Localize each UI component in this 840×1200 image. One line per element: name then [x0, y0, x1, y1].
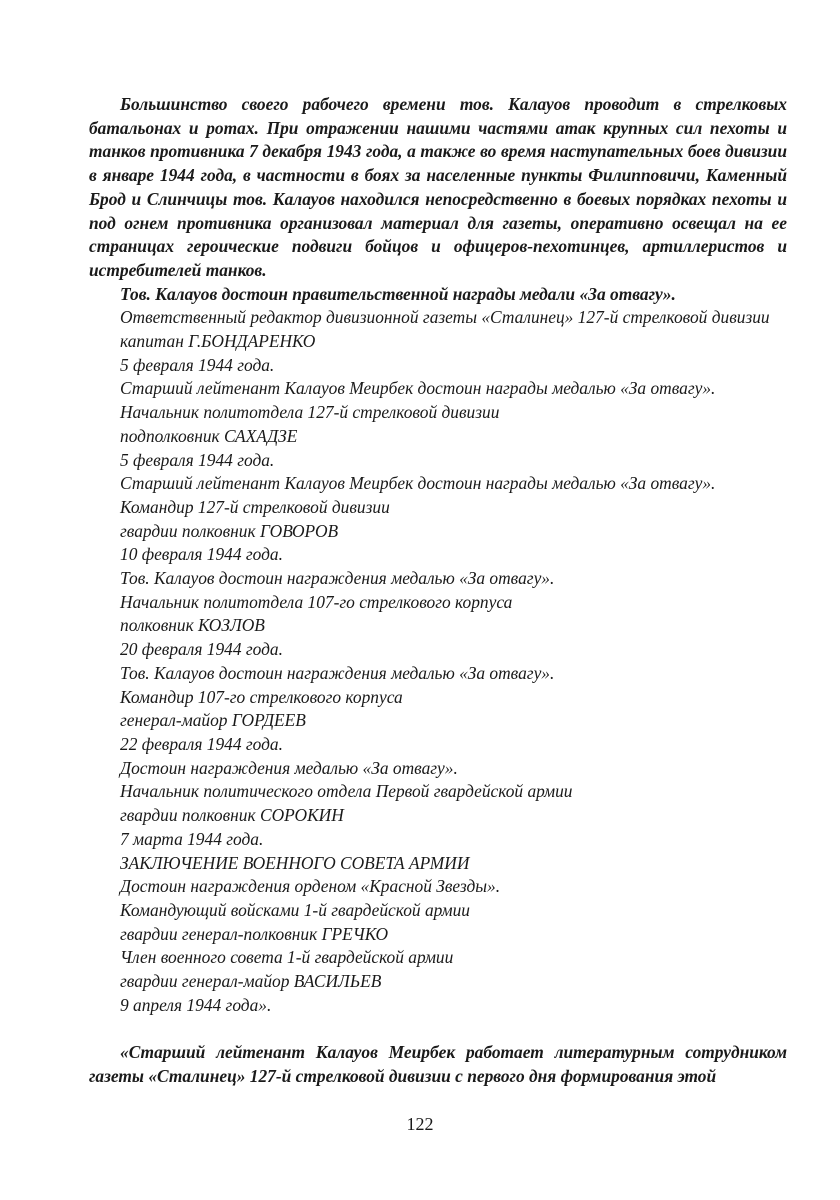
endorsement-line: гвардии генерал-полковник ГРЕЧКО [120, 923, 388, 944]
endorsement-line: 5 февраля 1944 года. [120, 449, 275, 470]
endorsement-line: 22 февраля 1944 года. [120, 733, 283, 754]
endorsement-line: Командир 107-го стрелкового корпуса [120, 686, 403, 707]
endorsement-line: генерал-майор ГОРДЕЕВ [120, 710, 306, 731]
endorsement-line: Старший лейтенант Калауов Меирбек достоин награды медалью «За отвагу». [120, 378, 716, 399]
endorsement-line: 20 февраля 1944 года. [120, 639, 283, 660]
endorsement-line: Достоин награждения медалью «За отвагу». [120, 757, 458, 778]
endorsement-line: Начальник политотдела 127-й стрелковой дивизии [120, 402, 500, 423]
endorsement-line: ЗАКЛЮЧЕНИЕ ВОЕННОГО СОВЕТА АРМИИ [120, 852, 470, 873]
endorsement-line: подполковник САХАДЗЕ [120, 425, 298, 446]
endorsement-line: 5 февраля 1944 года. [120, 354, 275, 375]
paragraph-spacer [89, 1017, 787, 1041]
endorsement-line: Начальник политического отдела Первой гвардейской армии [120, 781, 573, 802]
endorsement-line: гвардии генерал-майор ВАСИЛЬЕВ [120, 971, 382, 992]
endorsement-line: Старший лейтенант Калауов Меирбек достоин награды медалью «За отвагу». [120, 473, 716, 494]
editor-title: Ответственный редактор дивизионной газеты «Сталинец» 127-й стрелковой дивизии [120, 307, 770, 328]
endorsement-line: гвардии полковник ГОВОРОВ [120, 520, 339, 541]
endorsement-line: 10 февраля 1944 года. [120, 544, 283, 565]
endorsement-line: Начальник политотдела 107-го стрелкового корпуса [120, 591, 513, 612]
page-number: 122 [406, 1114, 434, 1134]
paragraph-service-description: Большинство своего рабочего времени тов. Калауов проводит в стрелковых батальонах и ротах. При отражении нашими частями атак крупных сил пехоты и танков противника 7 декабря 1943 года, а также во время наступательных боев дивизии в январе 1944 года, в частности в боях за населенные пункты Филипповичи, Каменный Брод и Слинчицы тов. Калауов находился непосредственно в боевых порядках пехоты и под огнем противника организовал материал для газеты, оперативно освещал на ее страницах героические подвиги бойцов и офицеров-пехотинцев, артиллеристов и истребителей танков. [89, 94, 787, 280]
endorsements-list [89, 330, 787, 1017]
award-recommendation: Тов. Калауов достоин правительственной награды медали «За отвагу». [120, 283, 676, 304]
endorsement-line: Достоин награждения орденом «Красной Звезды». [120, 876, 501, 897]
endorsement-line: капитан Г.БОНДАРЕНКО [120, 331, 316, 352]
paragraph-second-quote: «Старший лейтенант Калауов Меирбек работает литературным сотрудником газеты «Сталинец» 127-й стрелковой дивизии с первого дня формирования этой [89, 1042, 787, 1086]
endorsement-line: Член военного совета 1-й гвардейской армии [120, 947, 454, 968]
page-text [89, 93, 787, 1089]
endorsement-line: 7 марта 1944 года. [120, 828, 264, 849]
endorsement-line: Командир 127-й стрелковой дивизии [120, 496, 390, 517]
endorsement-line: 9 апреля 1944 года». [120, 994, 272, 1015]
endorsement-line: Тов. Калауов достоин награждения медалью «За отвагу». [120, 568, 555, 589]
endorsement-line: Командующий войсками 1-й гвардейской армии [120, 899, 470, 920]
endorsement-line: полковник КОЗЛОВ [120, 615, 265, 636]
endorsement-line: гвардии полковник СОРОКИН [120, 805, 344, 826]
endorsement-line: Тов. Калауов достоин награждения медалью «За отвагу». [120, 662, 555, 683]
